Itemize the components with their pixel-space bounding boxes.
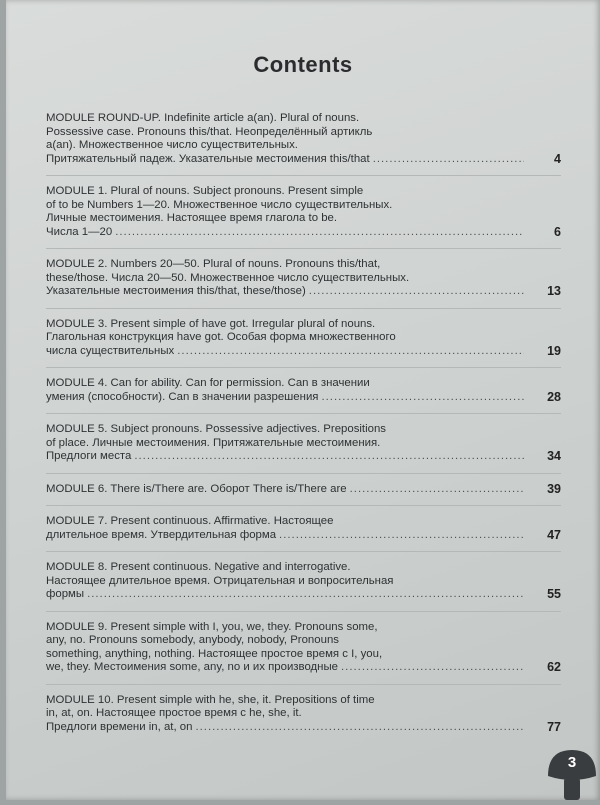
toc-page-number: 28: [547, 389, 561, 404]
toc-entry: [46, 483, 561, 497]
toc-entry-last-line: Притяжательный падеж. Указательные местоимения this/that: [46, 152, 370, 165]
entry-divider: [46, 248, 561, 249]
dot-leader: [350, 483, 524, 497]
dot-leader: [341, 661, 524, 675]
toc-entry: [46, 694, 561, 735]
toc-entry-last-line: длительное время. Утвердительная форма: [46, 528, 277, 541]
toc-entry: [46, 515, 561, 542]
dot-leader: [87, 588, 524, 602]
toc-entry-line: any, no. Pronouns somebody, anybody, nobody, Pronouns: [46, 634, 339, 646]
entry-divider: [46, 611, 561, 612]
toc-entry-line: Possessive case. Pronouns this/that. Неопределённый артикль: [46, 125, 373, 138]
entry-divider: [46, 308, 561, 309]
toc-entry-last-line: Указательные местоимения this/that, these/those): [46, 285, 306, 297]
toc-page-number: 34: [547, 449, 561, 463]
toc-page-number: 6: [554, 224, 561, 239]
entry-divider: [46, 413, 561, 414]
toc-entry-last-line: Числа 1—20: [46, 225, 113, 238]
toc-page-number: 39: [547, 481, 561, 496]
toc-entry-line: MODULE 8. Present continuous. Negative and interrogative.: [46, 561, 351, 573]
toc-entry-line: these/those. Числа 20—50. Множественное число существительных.: [46, 271, 410, 284]
dot-leader: [309, 285, 524, 299]
dot-leader: [115, 226, 524, 240]
toc-entry-line: MODULE 2. Numbers 20—50. Plural of nouns. Pronouns this/that,: [46, 258, 381, 270]
dot-leader: [373, 153, 524, 167]
dot-leader: [279, 529, 524, 543]
entry-divider: [46, 367, 561, 368]
toc-entry-line: MODULE 1. Plural of nouns. Subject pronouns. Present simple: [46, 185, 364, 197]
dot-leader: [321, 391, 524, 405]
toc-entry-last-line: формы: [46, 588, 85, 600]
toc-entry-line: MODULE ROUND-UP. Indefinite article a(an). Plural of nouns.: [46, 112, 360, 124]
toc-entry-line: a(an). Множественное число существительных.: [46, 139, 298, 151]
toc-entry-line: MODULE 9. Present simple with I, you, we, they. Pronouns some,: [46, 620, 378, 633]
toc-entry-last-line: числа существительных: [46, 344, 175, 357]
dot-leader: [134, 450, 524, 464]
page-title: Contents: [253, 52, 353, 77]
toc-entry: [46, 377, 561, 404]
toc-page-number: 19: [547, 343, 561, 358]
toc-entry: [46, 112, 561, 166]
dot-leader: [177, 345, 524, 359]
toc-page-number: 62: [547, 660, 561, 674]
book-page: [6, 0, 600, 800]
entry-divider: [46, 684, 561, 685]
toc-entry-last-line: Предлоги времени in, at, on: [46, 720, 193, 733]
toc-page-number: 77: [547, 719, 561, 734]
toc-entry: [46, 258, 561, 299]
toc-entry-line: something, anything, nothing. Настоящее простое время с I, you,: [46, 647, 383, 660]
toc-entry: [46, 185, 561, 239]
toc-entry-line: of to be Numbers 1—20. Множественное число существительных.: [46, 198, 393, 211]
toc-page-number: 55: [547, 587, 561, 601]
toc-entry-line: MODULE 3. Present simple of have got. Irregular plural of nouns.: [46, 317, 376, 330]
toc-entry-line: in, at, on. Настоящее простое время с he, she, it.: [46, 707, 302, 719]
toc-entry-line: Настоящее длительное время. Отрицательная и вопросительная: [46, 574, 394, 587]
toc-entry-line: MODULE 4. Can for ability. Can for permission. Can в значении: [46, 377, 370, 389]
toc-entry: [46, 621, 561, 675]
toc-entry-line: MODULE 10. Present simple with he, she, it. Prepositions of time: [46, 693, 375, 706]
toc-page-number: 47: [547, 527, 561, 542]
toc-entry-last-line: Предлоги места: [46, 450, 132, 462]
toc-entry-last-line: we, they. Местоимения some, any, no и их производные: [46, 661, 338, 673]
contents-list: [46, 112, 561, 743]
entry-divider: [46, 505, 561, 506]
toc-entry: [46, 561, 561, 602]
toc-entry-line: of place. Личные местоимения. Притяжательные местоимения.: [46, 436, 381, 449]
entry-divider: [46, 551, 561, 552]
toc-entry-last-line: умения (способности). Can в значении разрешения: [46, 390, 319, 403]
toc-page-number: 4: [554, 151, 561, 166]
toc-entry-line: MODULE 7. Present continuous. Affirmative. Настоящее: [46, 515, 334, 527]
toc-entry-line: Глагольная конструкция have got. Особая форма множественного: [46, 331, 396, 343]
page-number: 3: [567, 754, 577, 771]
entry-divider: [46, 473, 561, 474]
toc-entry: [46, 423, 561, 464]
toc-entry-last-line: MODULE 6. There is/There are. Оборот There is/There are: [46, 482, 347, 495]
toc-page-number: 13: [547, 284, 561, 298]
mushroom-page-badge: [544, 746, 600, 800]
toc-entry-line: Личные местоимения. Настоящее время глагола to be.: [46, 212, 338, 224]
dot-leader: [195, 721, 524, 735]
toc-entry-line: MODULE 5. Subject pronouns. Possessive adjectives. Prepositions: [46, 423, 386, 435]
entry-divider: [46, 175, 561, 176]
toc-entry: [46, 318, 561, 359]
